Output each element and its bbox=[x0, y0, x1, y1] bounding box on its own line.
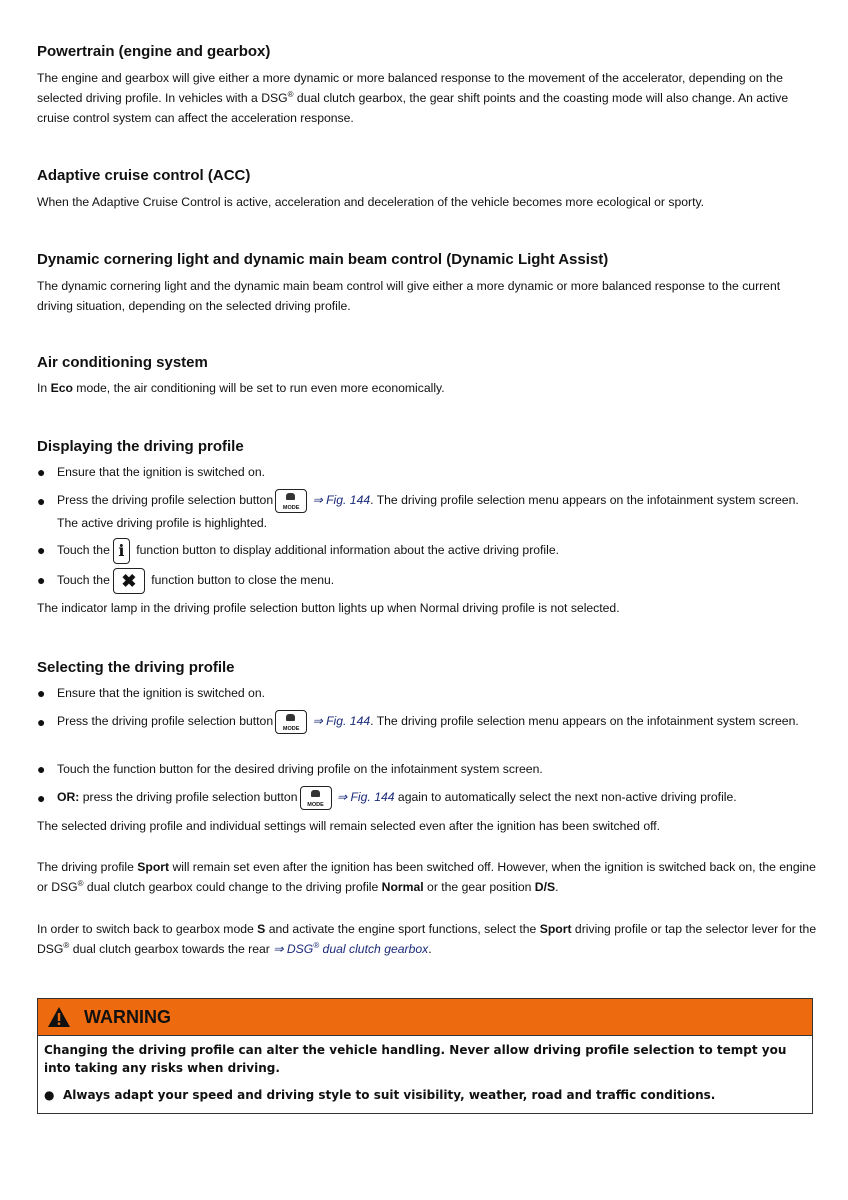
warning-title: WARNING bbox=[84, 1007, 171, 1027]
warning-box bbox=[37, 998, 813, 1114]
warning-bullet: ● Always adapt your speed and driving style to suit visibility, weather, road and traffic conditions. bbox=[44, 1088, 716, 1102]
powertrain-heading: Powertrain (engine and gearbox) bbox=[37, 43, 271, 60]
select-bullet-ignition: ● Ensure that the ignition is switched on. bbox=[37, 685, 265, 701]
info-icon: i bbox=[113, 538, 130, 564]
light-assist-text: The dynamic cornering light and the dynamic main beam control will give either a more dynamic or more balanced response to the current driving situation, depending on the selected driving profile. bbox=[37, 279, 781, 313]
warning-body bbox=[38, 1036, 812, 1104]
aircon-text: In Eco mode, the air conditioning will be set to run even more economically. bbox=[37, 381, 445, 395]
close-icon: ✖ bbox=[113, 568, 145, 594]
display-bullet-close: ● Touch the ✖ function button to close the menu. bbox=[37, 568, 817, 594]
mode-button-icon: MODE bbox=[275, 489, 307, 513]
mode-button-icon: MODE bbox=[275, 710, 307, 734]
warning-header bbox=[38, 999, 812, 1036]
dsg-gearbox-link[interactable]: ⇒ DSG® dual clutch gearbox bbox=[273, 940, 429, 956]
aircon-heading: Air conditioning system bbox=[37, 354, 208, 371]
fig-144-link[interactable]: ⇒ Fig. 144 bbox=[312, 714, 371, 729]
settings-remain-text: The selected driving profile and individual settings will remain selected even after the ignition has been switched off. bbox=[37, 819, 661, 833]
gearbox-mode-text: In order to switch back to gearbox mode S and activate the engine sport functions, select the Sport driving profile or tap the selector lever for the DSG® dual clutch gearbox towards the rear ⇒ DSG® dual clutch gearbox. bbox=[37, 922, 817, 956]
powertrain-text: The engine and gearbox will give either a more dynamic or more balanced response to the movement of the accelerator, depending on the selected driving profile. In vehicles with a DSG® dual clutch gearbox, the gear shift points and the coasting mode will also change. An active cruise control system can affect the acceleration response. bbox=[37, 71, 789, 125]
display-bullet-press-mode: ● Press the driving profile selection button MODE ⇒ Fig. 144. The driving profile selection menu appears on the infotainment system screen. The active driving profile is highlighted. bbox=[37, 489, 817, 533]
warning-text: Changing the driving profile can alter the vehicle handling. Never allow driving profile selection to tempt you into taking any risks when driving. bbox=[44, 1043, 787, 1075]
indicator-lamp-note: The indicator lamp in the driving profile selection button lights up when Normal driving profile is not selected. bbox=[37, 601, 620, 615]
fig-144-link[interactable]: ⇒ Fig. 144 bbox=[336, 790, 395, 805]
display-bullet-ignition: ● Ensure that the ignition is switched on. bbox=[37, 464, 265, 480]
select-bullet-or: ● OR: press the driving profile selection button MODE ⇒ Fig. 144 again to automatically select the next non-active driving profile. bbox=[37, 786, 817, 810]
select-bullet-press-mode: ● Press the driving profile selection button MODE ⇒ Fig. 144. The driving profile selection menu appears on the infotainment system screen. bbox=[37, 710, 817, 734]
fig-144-link[interactable]: ⇒ Fig. 144 bbox=[312, 493, 371, 508]
warning-triangle-icon bbox=[47, 1006, 71, 1028]
acc-text: When the Adaptive Cruise Control is active, acceleration and deceleration of the vehicle becomes more ecological or sporty. bbox=[37, 195, 705, 209]
select-bullet-touch: ● Touch the function button for the desired driving profile on the infotainment system screen. bbox=[37, 761, 543, 777]
select-profile-heading: Selecting the driving profile bbox=[37, 659, 235, 676]
display-bullet-info: ● Touch the i function button to display additional information about the active driving profile. bbox=[37, 538, 817, 564]
sport-profile-text: The driving profile Sport will remain set even after the ignition has been switched off. However, when the ignition is switched back on, the engine or DSG® dual clutch gearbox could change to the driving profile Normal or the gear position D/S. bbox=[37, 860, 816, 894]
mode-button-icon: MODE bbox=[300, 786, 332, 810]
light-assist-heading: Dynamic cornering light and dynamic main beam control (Dynamic Light Assist) bbox=[37, 251, 609, 268]
acc-heading: Adaptive cruise control (ACC) bbox=[37, 167, 251, 184]
display-profile-heading: Displaying the driving profile bbox=[37, 438, 244, 455]
